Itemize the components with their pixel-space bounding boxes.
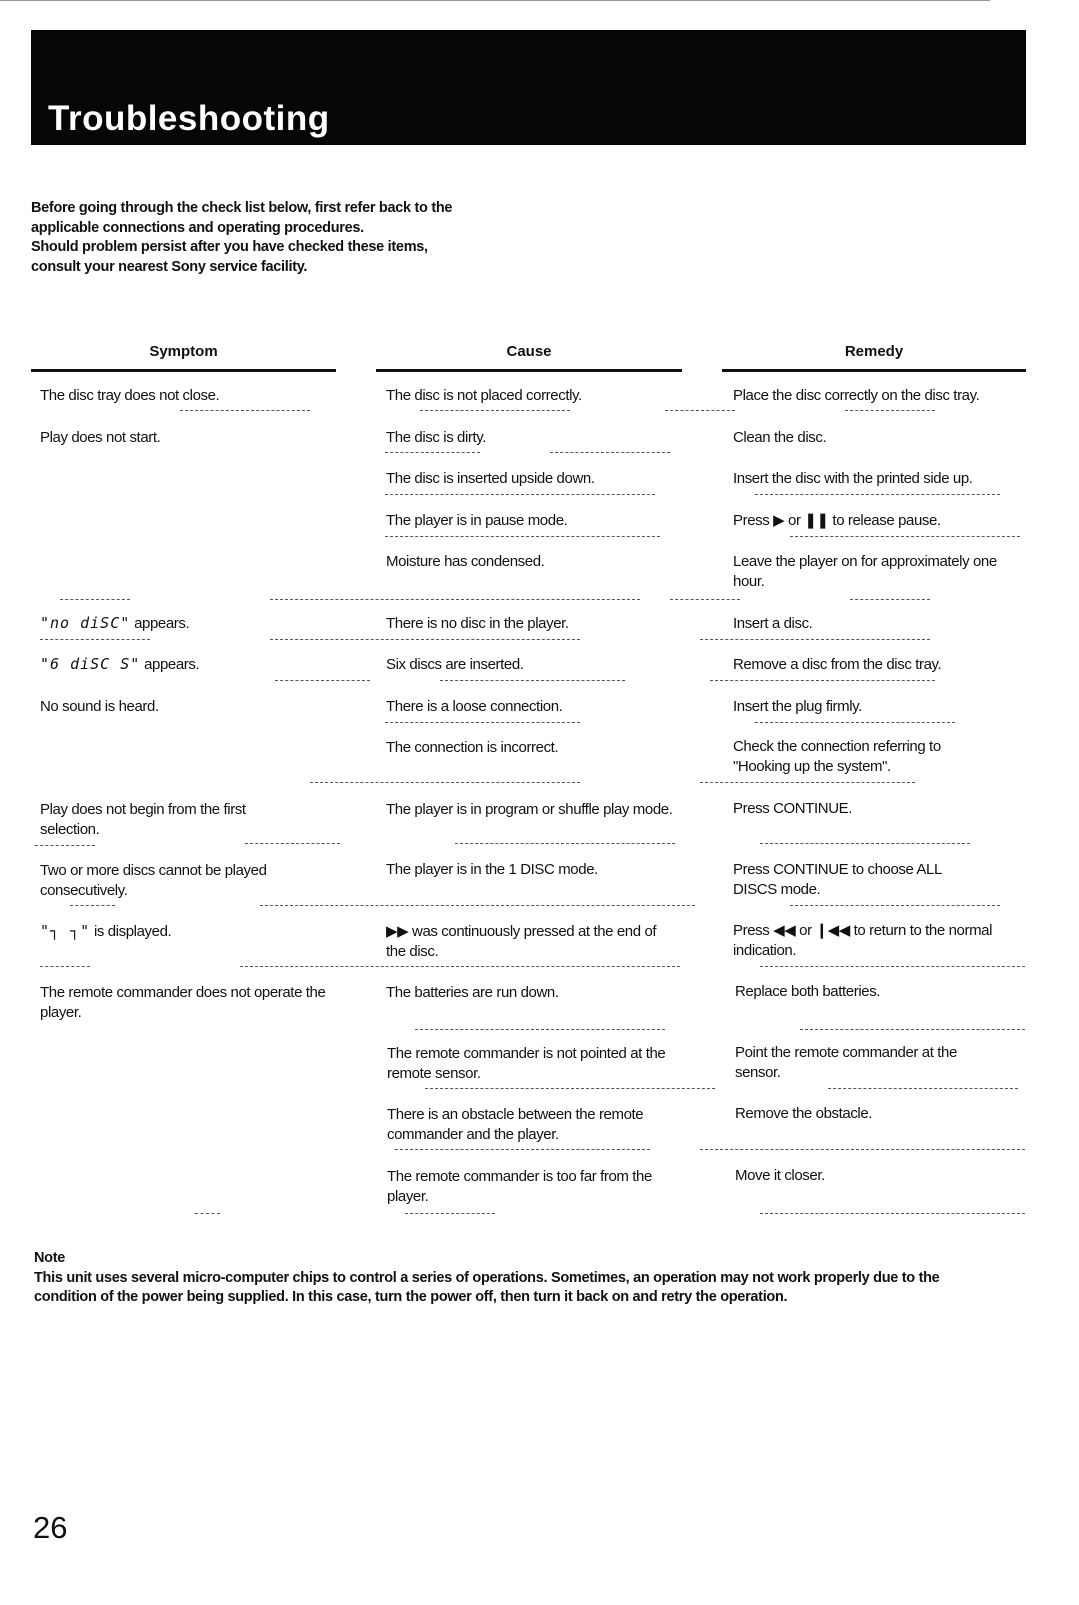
header-rule-remedy bbox=[722, 369, 1026, 372]
row-divider bbox=[60, 599, 130, 601]
cause-cell: The connection is incorrect. bbox=[386, 739, 559, 756]
top-rule bbox=[0, 0, 990, 1]
row-divider bbox=[270, 639, 580, 641]
symptom-text: appears. bbox=[134, 615, 190, 632]
row-divider bbox=[700, 1149, 1025, 1151]
remedy-cell: Insert the disc with the printed side up. bbox=[733, 470, 973, 487]
intro-line: consult your nearest Sony service facility. bbox=[31, 258, 308, 275]
symptom-cell: Play does not start. bbox=[40, 429, 161, 446]
row-divider bbox=[700, 782, 915, 784]
intro-line: applicable connections and operating procedures. bbox=[31, 219, 364, 236]
row-divider bbox=[35, 845, 95, 847]
cause-cell: ▶▶ was continuously pressed at the end of the disc. bbox=[386, 923, 657, 960]
remedy-cell: Remove the obstacle. bbox=[735, 1105, 873, 1122]
row-divider bbox=[670, 599, 740, 601]
row-divider bbox=[710, 680, 935, 682]
row-divider bbox=[415, 1029, 665, 1031]
row-divider bbox=[455, 843, 675, 845]
row-divider bbox=[40, 966, 90, 968]
row-divider bbox=[385, 722, 580, 724]
note-body-line: This unit uses several micro-computer chips to control a series of operations. Sometimes, an operation may not work properly due to the bbox=[34, 1269, 940, 1286]
intro-text bbox=[31, 199, 501, 277]
symptom-text: appears. bbox=[144, 656, 200, 673]
remedy-cell: Clean the disc. bbox=[733, 429, 827, 446]
row-divider bbox=[245, 843, 340, 845]
column-header-symptom: Symptom bbox=[149, 343, 218, 360]
remedy-cell: Press CONTINUE to choose ALL DISCS mode. bbox=[733, 861, 942, 898]
column-header-cause: Cause bbox=[506, 343, 552, 360]
symptom-cell: No sound is heard. bbox=[40, 698, 159, 715]
symptom-cell: The disc tray does not close. bbox=[40, 387, 220, 404]
row-divider bbox=[850, 599, 930, 601]
row-divider bbox=[405, 1213, 495, 1215]
row-divider bbox=[440, 680, 625, 682]
remedy-cell: Replace both batteries. bbox=[735, 983, 881, 1000]
row-divider bbox=[40, 639, 150, 641]
cause-cell: The disc is not placed correctly. bbox=[386, 387, 582, 404]
remedy-cell: Remove a disc from the disc tray. bbox=[733, 656, 942, 673]
cause-cell: There is a loose connection. bbox=[386, 698, 563, 715]
row-divider bbox=[240, 966, 680, 968]
note-body-line: condition of the power being supplied. In this case, turn the power off, then turn it back on and retry the operation. bbox=[34, 1289, 788, 1305]
row-divider bbox=[310, 782, 580, 784]
intro-line: Should problem persist after you have checked these items, bbox=[31, 239, 428, 255]
header-rule-cause bbox=[376, 369, 682, 372]
intro-line: Before going through the check list below, first refer back to the bbox=[31, 200, 453, 216]
display-readout: "6 diSC S" bbox=[40, 655, 141, 673]
remedy-cell: Press CONTINUE. bbox=[733, 800, 853, 817]
row-divider bbox=[760, 1213, 1025, 1215]
row-divider bbox=[180, 410, 310, 412]
cause-cell: There is no disc in the player. bbox=[386, 615, 569, 632]
row-divider bbox=[385, 536, 660, 538]
note-section bbox=[34, 1249, 1014, 1308]
cause-cell: The player is in pause mode. bbox=[386, 512, 568, 529]
row-divider bbox=[275, 680, 370, 682]
row-divider bbox=[755, 494, 1000, 496]
title-banner bbox=[31, 30, 1026, 145]
row-divider bbox=[420, 410, 570, 412]
row-divider bbox=[755, 722, 955, 724]
row-divider bbox=[385, 494, 655, 496]
row-divider bbox=[270, 599, 640, 601]
remedy-cell: Leave the player on for approximately one hour. bbox=[733, 553, 997, 590]
symptom-cell: Play does not begin from the first selection. bbox=[40, 801, 246, 838]
symptom-text: is displayed. bbox=[93, 923, 172, 940]
remedy-cell: Insert a disc. bbox=[733, 615, 813, 632]
row-divider bbox=[760, 843, 970, 845]
remedy-cell: Press ◀◀ or ❙◀◀ to return to the normal indication. bbox=[733, 922, 993, 959]
row-divider bbox=[790, 536, 1020, 538]
cause-cell: There is an obstacle between the remote commander and the player. bbox=[387, 1106, 644, 1143]
row-divider bbox=[760, 966, 1025, 968]
row-divider bbox=[260, 905, 695, 907]
row-divider bbox=[845, 410, 935, 412]
remedy-cell: Press ▶ or ❚❚ to release pause. bbox=[733, 512, 941, 529]
header-rule-symptom bbox=[31, 369, 336, 372]
remedy-cell: Insert the plug firmly. bbox=[733, 698, 862, 715]
remedy-cell: Check the connection referring to "Hooking up the system". bbox=[733, 738, 941, 775]
cause-cell: The player is in program or shuffle play mode. bbox=[386, 801, 673, 818]
symptom-cell bbox=[40, 655, 330, 675]
row-divider bbox=[395, 1149, 650, 1151]
column-header-remedy: Remedy bbox=[844, 343, 904, 360]
row-divider bbox=[385, 452, 480, 454]
row-divider bbox=[425, 1088, 715, 1090]
remedy-cell: Move it closer. bbox=[735, 1167, 825, 1184]
row-divider bbox=[195, 1213, 220, 1215]
cause-cell: The disc is inserted upside down. bbox=[386, 470, 595, 487]
cause-cell: The batteries are run down. bbox=[386, 984, 559, 1001]
cause-cell: The remote commander is not pointed at the remote sensor. bbox=[387, 1045, 666, 1082]
cause-cell: The remote commander is too far from the player. bbox=[387, 1168, 652, 1205]
note-title: Note bbox=[34, 1250, 66, 1266]
row-divider bbox=[828, 1088, 1018, 1090]
symptom-cell bbox=[40, 614, 330, 634]
display-readout: "no diSC" bbox=[40, 614, 131, 632]
symptom-cell: The remote commander does not operate the player. bbox=[40, 984, 326, 1021]
row-divider bbox=[790, 905, 1000, 907]
row-divider bbox=[550, 452, 670, 454]
row-divider bbox=[800, 1029, 1025, 1031]
row-divider bbox=[665, 410, 735, 412]
remedy-cell: Point the remote commander at the sensor. bbox=[735, 1044, 957, 1081]
cause-cell: Moisture has condensed. bbox=[386, 553, 545, 570]
cause-cell: The player is in the 1 DISC mode. bbox=[386, 861, 598, 878]
row-divider bbox=[700, 639, 930, 641]
row-divider bbox=[70, 905, 115, 907]
symptom-cell: Two or more discs cannot be played consecutively. bbox=[40, 862, 267, 899]
page-title: Troubleshooting bbox=[48, 99, 330, 138]
symptom-cell bbox=[40, 922, 330, 942]
page-number: 26 bbox=[33, 1510, 68, 1545]
cause-cell: The disc is dirty. bbox=[386, 429, 487, 446]
cause-cell: Six discs are inserted. bbox=[386, 656, 524, 673]
remedy-cell: Place the disc correctly on the disc tray. bbox=[733, 387, 980, 404]
display-readout: "┐ ┐" bbox=[40, 922, 91, 940]
